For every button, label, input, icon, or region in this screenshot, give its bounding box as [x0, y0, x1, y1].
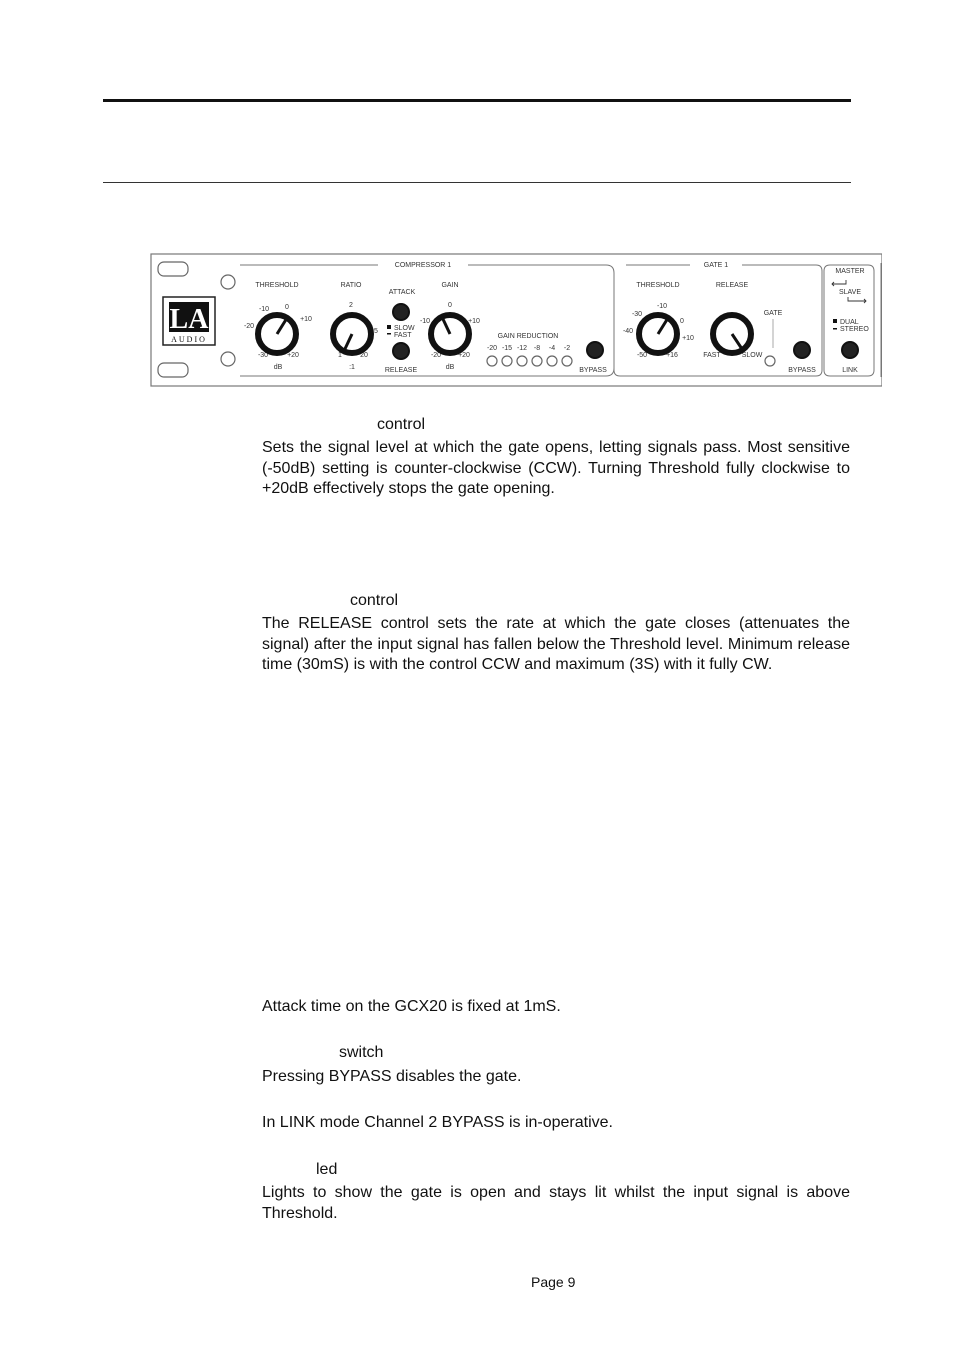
- comp-gain-scale: -20: [430, 352, 442, 359]
- bypass-heading: switch: [339, 1044, 384, 1061]
- gate-title: GATE 1: [703, 262, 729, 269]
- gate-release-label: RELEASE: [715, 282, 749, 289]
- gate-led: [765, 356, 775, 366]
- comp-attack-button[interactable]: [393, 304, 409, 320]
- gr-scale-label: -2: [563, 345, 571, 352]
- gate-threshold-scale: -40: [622, 328, 634, 335]
- gr-scale-label: -15: [501, 345, 513, 352]
- comp-speed-fast: FAST: [394, 332, 412, 339]
- gate-threshold-knob[interactable]: [639, 315, 677, 353]
- bypass-link-note: In LINK mode Channel 2 BYPASS is in-operative.: [262, 1114, 613, 1131]
- gate-release-knob[interactable]: [713, 315, 751, 353]
- comp-ratio-scale: 2: [349, 302, 353, 309]
- screw-bottom: [221, 352, 235, 366]
- bypass-description: Pressing BYPASS disables the gate.: [262, 1068, 522, 1085]
- gr-scale-label: -8: [533, 345, 541, 352]
- gate-threshold-scale: -30: [631, 311, 643, 318]
- comp-gain-knob[interactable]: [431, 315, 469, 353]
- comp-gain-unit: dB: [445, 364, 455, 371]
- gate-threshold-scale: +16: [666, 352, 678, 359]
- gate-threshold-scale: -10: [656, 303, 668, 310]
- gr-scale-label: -4: [548, 345, 556, 352]
- comp-bypass-label: BYPASS: [579, 367, 607, 374]
- comp-ratio-knob[interactable]: [333, 315, 371, 353]
- gate-release-fast: FAST: [703, 352, 721, 359]
- rack-ear-bottom: [158, 363, 188, 377]
- gate-threshold-scale: 0: [680, 318, 684, 325]
- gr-scale-label: -12: [516, 345, 528, 352]
- comp-threshold-scale: -10: [258, 306, 270, 313]
- logo-text: LA: [169, 304, 209, 335]
- gate-led-heading: led: [316, 1161, 338, 1178]
- gain-reduction-label: GAIN REDUCTION: [497, 333, 559, 340]
- comp-ratio-scale: 5: [374, 328, 378, 335]
- comp-threshold-knob[interactable]: [258, 315, 296, 353]
- comp-gain-scale: +20: [458, 352, 470, 359]
- comp-threshold-scale: +10: [300, 316, 312, 323]
- gate-bypass-button[interactable]: [794, 342, 810, 358]
- attack-description: Attack time on the GCX20 is fixed at 1mS.: [262, 998, 561, 1015]
- gate-threshold-scale: -50: [636, 352, 648, 359]
- link-master-label: MASTER: [835, 268, 865, 275]
- threshold-description: Sets the signal level at which the gate opens, letting signals pass. Most sensitive (-50dB) setting is counter-clockwise (CCW). Turning Threshold fully clockwise to +20dB effectively stops the gate opening.: [262, 439, 850, 497]
- screw-top: [221, 275, 235, 289]
- link-label: LINK: [842, 367, 858, 374]
- la-audio-logo: [163, 297, 215, 345]
- comp-threshold-scale: 0: [285, 304, 289, 311]
- comp-gain-label: GAIN: [441, 282, 459, 289]
- comp-threshold-scale: -30: [257, 352, 269, 359]
- front-panel-illustration: [150, 253, 882, 387]
- gate-threshold-label: THRESHOLD: [636, 282, 680, 289]
- comp-ratio-scale: 1: [338, 352, 342, 359]
- link-button[interactable]: [842, 342, 858, 358]
- gate-led-description: Lights to show the gate is open and stays lit whilst the input signal is above Threshold.: [262, 1184, 850, 1222]
- release-heading: control: [350, 592, 399, 609]
- comp-bypass-button[interactable]: [587, 342, 603, 358]
- gate-release-slow: SLOW: [741, 352, 763, 359]
- comp-ratio-scale: 20: [360, 352, 368, 359]
- header-rule-thick: [103, 99, 851, 102]
- comp-threshold-unit: dB: [273, 364, 283, 371]
- comp-threshold-label: THRESHOLD: [255, 282, 299, 289]
- comp-ratio-unit: :1: [349, 364, 355, 371]
- page-number: Page 9: [531, 1274, 576, 1290]
- comp-attack-label: ATTACK: [388, 289, 416, 296]
- comp-threshold-scale: +20: [287, 352, 299, 359]
- comp-speed-slow: SLOW: [394, 325, 415, 332]
- gate-led-label: GATE: [763, 310, 783, 317]
- gate-bypass-label: BYPASS: [788, 367, 816, 374]
- threshold-heading: control: [377, 416, 426, 433]
- comp-gain-scale: 0: [448, 302, 452, 309]
- release-description: The RELEASE control sets the rate at which the gate closes (attenuates the signal) after the input signal has fallen below the Threshold level. Minimum release time (30mS) is with the control CCW and maximum (3S) with it fully CW.: [262, 615, 850, 673]
- rack-ear-top: [158, 262, 188, 276]
- header-rule-thin: [103, 182, 851, 183]
- link-dual-label: DUAL: [840, 319, 859, 326]
- link-stereo-label: STEREO: [840, 326, 869, 333]
- gr-scale-label: -20: [486, 345, 498, 352]
- compressor-title: COMPRESSOR 1: [394, 262, 452, 269]
- logo-subtext: AUDIO: [171, 335, 207, 344]
- comp-release-button[interactable]: [393, 343, 409, 359]
- gate-threshold-scale: +10: [682, 335, 694, 342]
- comp-gain-scale: +10: [468, 318, 480, 325]
- comp-threshold-scale: -20: [243, 323, 255, 330]
- comp-ratio-label: RATIO: [340, 282, 362, 289]
- link-slave-label: SLAVE: [838, 289, 862, 296]
- comp-gain-scale: -10: [419, 318, 431, 325]
- comp-release-label: RELEASE: [384, 367, 418, 374]
